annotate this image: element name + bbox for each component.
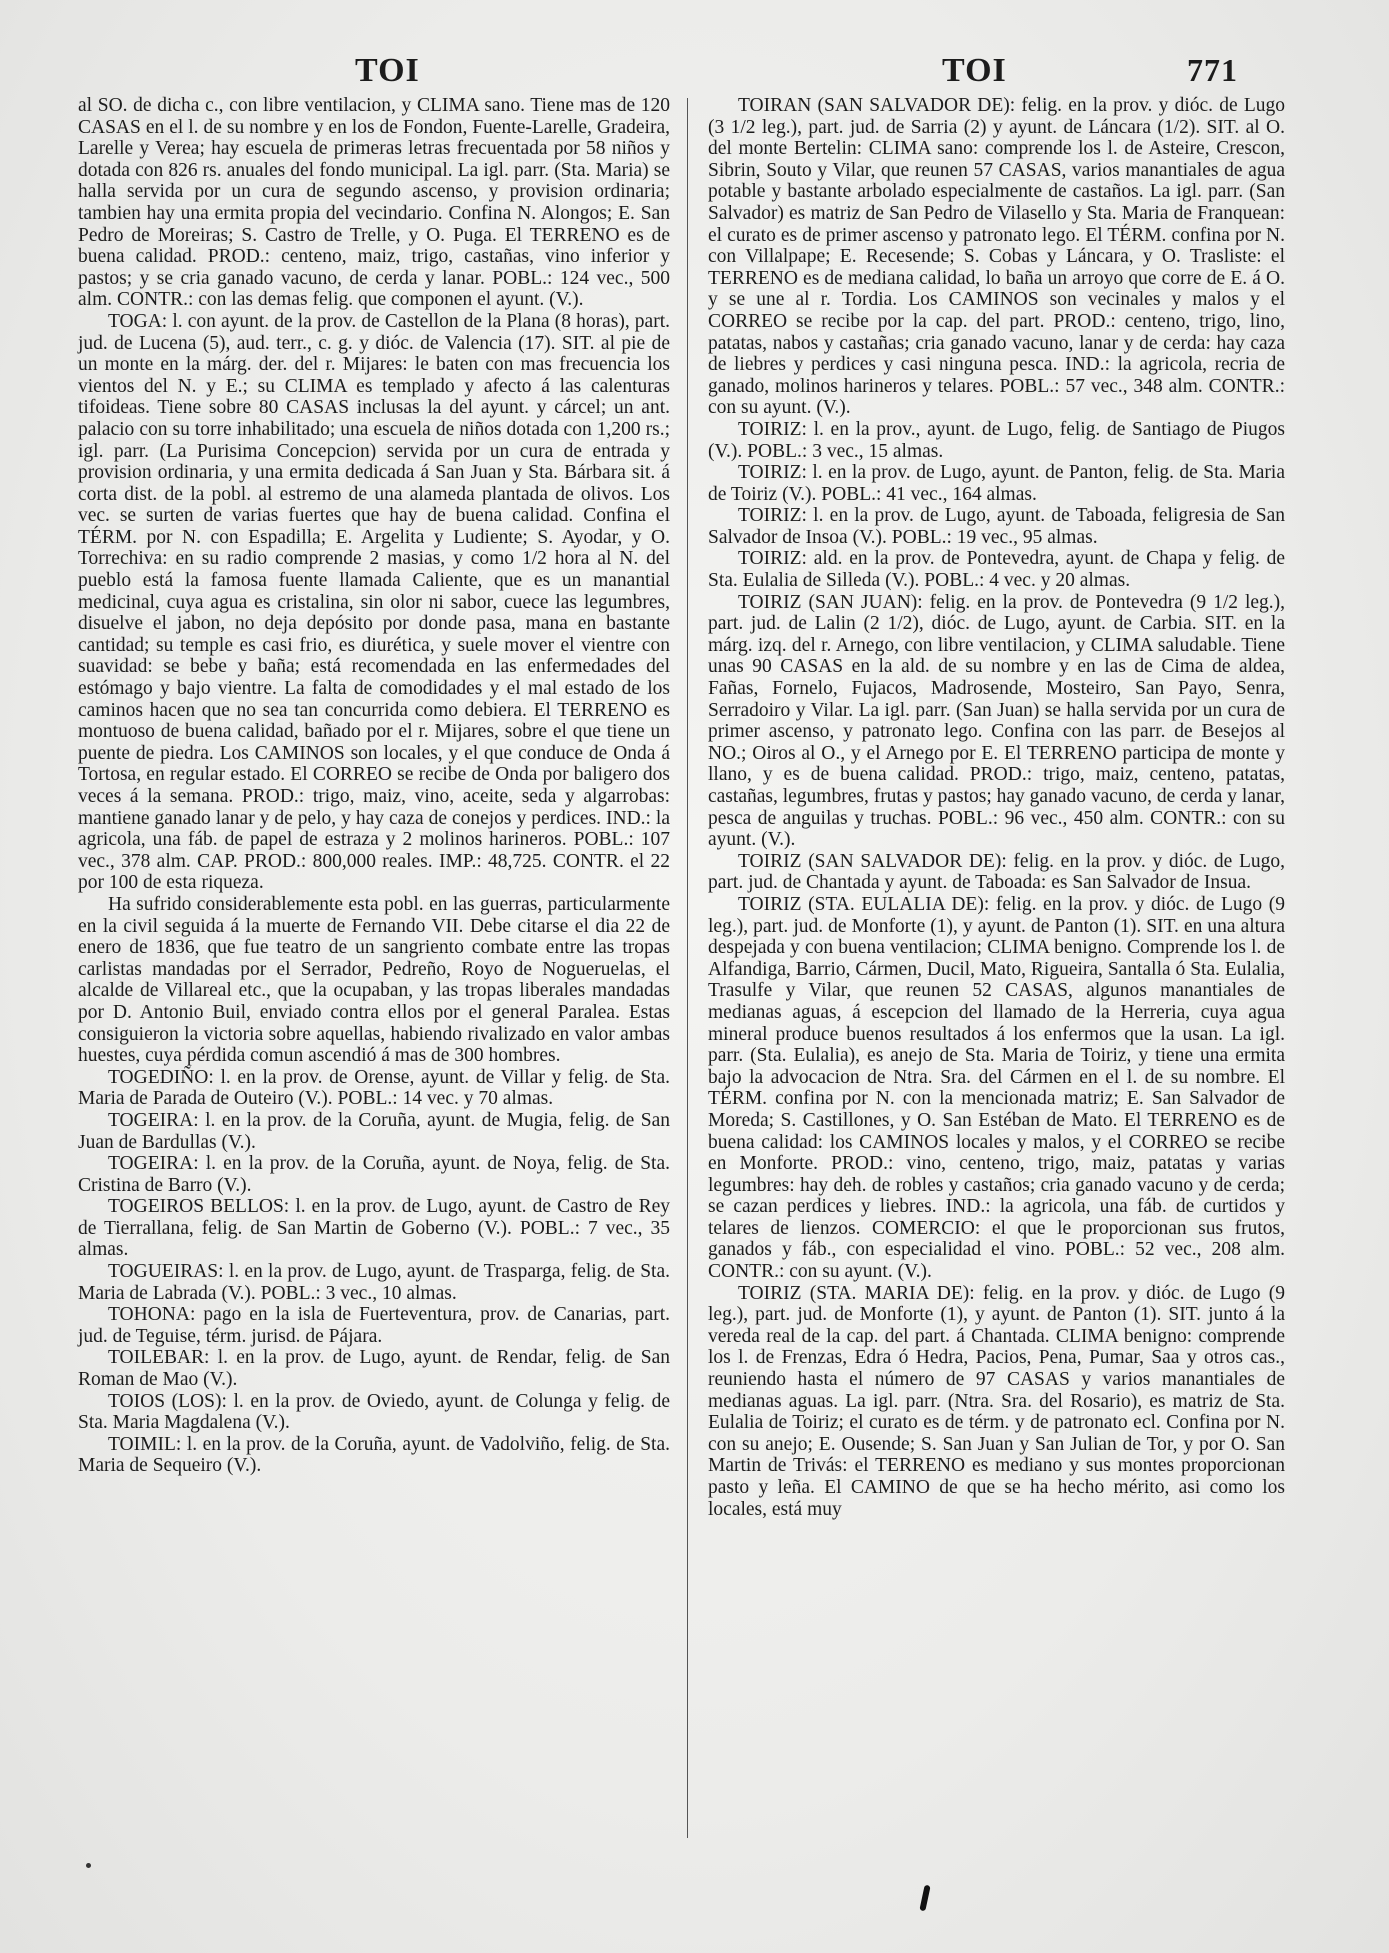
entry (708, 592, 1285, 851)
entry (78, 95, 670, 311)
entry-head: TOGUEIRAS: (108, 1261, 224, 1283)
entry-text: l. en la prov. de Lugo, ayunt. de Rendar, felig. de San Roman de Mao (V.). (78, 1347, 671, 1391)
entry (78, 1304, 670, 1347)
entry-head: TOIRAN (SAN SALVADOR DE): (738, 95, 1016, 116)
entry-text: al SO. de dicha c., con libre ventilacion, y CLIMA sano. Tiene mas de 120 CASAS en el l. de su nombre y en los de Fondon, Fuente-Larelle, Gradeira, Larelle y Verea; hay escuela de primeras letras frecuentada por 58 niños y dotada con 826 rs. anuales del fondo municipal. La igl. parr. (Sta. Maria) se halla servida por un cura de segundo ascenso, y provision ordinaria; tambien hay una ermita propia del vecindario. Confina N. Alongos; E. San Pedro de Moreiras; S. Castro de Trelle, y O. Puga. El TERRENO es de buena calidad. PROD.: centeno, maiz, trigo, castañas, vino inferior y pastos; y se cria ganado vacuno, de cerda y lanar. POBL.: 124 vec., 500 alm. CONTR.: con las demas felig. que componen el ayunt. (V.). (78, 95, 670, 311)
entry-text: l. con ayunt. de la prov. de Castellon de la Plana (8 horas), part. jud. de Lucena (5), aud. terr., c. g. y dióc. de Valencia (17). SIT. al pie de un monte en la márg. der. del r. Mijares: le baten con mas frecuencia los vientos del N. y E.; su CLIMA es templado y afecto á las calenturas tifoideas. Tiene sobre 80 CASAS inclusas la del ayunt. y cárcel; un ant. palacio con su torre inhabilitado; una escuela de niños dotada con 1,200 rs.; igl. parr. (La Purisima Concepcion) servida por un cura de entrada y provision ordinaria, y una ermita dedicada á San Juan y Sta. Bárbara sit. á corta dist. de la pobl. al estremo de una alameda plantada de olivos. Los vec. se surten de varias fuertes que hay de buena calidad. Confina el TÉRM. por N. con Espadilla; E. Argelita y Ludiente; S. Ayodar, y O. Torrechiva: en su radio comprende 2 masias, y como 1/2 hora al N. del pueblo está la famosa fuente llamada Caliente, que es un manantial medicinal, cuya agua es cristalina, sin olor ni sabor, cuece las legumbres, disuelve el jabon, no deja depósito por donde pasa, mana en bastante cantidad; su temple es casi frio, es diurética, y suele mover el vientre con suavidad: se bebe y baña; está recomendada en las enfermedades del estómago y bajo vientre. La falta de comodidades y el mal estado de los caminos hacen que no sea tan concurrida como debiera. El TERRENO es montuoso de buena calidad, bañado por el r. Mijares, sobre el que tiene un puente de piedra. Los CAMINOS son locales, y el que conduce de Onda á Tortosa, en regular estado. El CORREO se recibe de Onda por baligero dos veces á la semana. PROD.: trigo, maiz, vino, aceite, seda y algarrobas: mantiene ganado lanar y de pelo, y hay caza de conejos y perdices. IND.: la agricola, una fáb. de papel de estraza y 2 molinos harineros. POBL.: 107 vec., 378 alm. CAP. PROD.: 800,000 reales. IMP.: 48,725. CONTR. el 22 por 100 de esta riqueza. (78, 310, 671, 894)
entry-text: felig. en la prov. de Pontevedra (9 1/2 leg.), part. jud. de Lalin (2 1/2), dióc. de Lugo, ayunt. de Carbia. SIT. en la márg. izq. del r. Arnego, con libre ventilacion, y CLIMA saludable. Tiene unas 90 CASAS en la ald. de su nombre y en las de Cima de aldea, Fañas, Fornelo, Fujacos, Madrosende, Mosteiro, San Payo, Senra, Serradoiro y Vilar. La igl. parr. (San Juan) se halla servida por un cura de primer ascenso, y patronato lego. Confina con las parr. de Besejos al NO.; Oiros al O., y el Arnego por E. El TERRENO participa de monte y llano, y es de buena calidad. PROD.: trigo, maiz, centeno, patatas, castañas, legumbres, frutas y pastos; hay ganado vacuno, de cerda y lanar, pesca de anguilas y truchas. POBL.: 96 vec., 450 alm. CONTR.: con su ayunt. (V.). (708, 591, 1286, 851)
entry-text: l. en la prov. de Orense, ayunt. de Villar y felig. de Sta. Maria de Parada de Outeiro (V.). POBL.: 14 vec. y 70 almas. (78, 1066, 671, 1110)
entry (78, 894, 670, 1067)
entry-text: felig. en la prov. y dióc. de Lugo (9 leg.), part. jud. de Monforte (1), y ayunt. de Panton (1). SIT. junto á la vereda real de la cap. del part. á Chantada. CLIMA benigno: comprende los l. de Frenzas, Edra ó Hedra, Pacios, Pena, Pumar, Saa y otros cas., reuniendo hasta el número de 97 CASAS y varios manantiales de medianas aguas. La igl. parr. (Ntra. Sra. del Rosario), es matriz de Sta. Eulalia de Toiriz; el curato es de térm. y de patronato ecl. Confina por N. con su anejo; E. Ousende; S. San Juan y San Julian de Tor, y por O. San Martin de Trivás: el TERRENO es mediano y sus montes proporcionan pasto y leña. El CAMINO de que se ha hecho mérito, asi como los locales, está muy (708, 1282, 1285, 1520)
entry-text: l. en la prov. de la Coruña, ayunt. de Mugia, felig. de San Juan de Bardullas (V.). (78, 1109, 670, 1153)
entry-text: felig. en la prov. y dióc. de Lugo, part. jud. de Chantada y ayunt. de Taboada: es San Salvador de Insua. (708, 850, 1286, 894)
entry-head: TOGEIRA: (108, 1109, 199, 1131)
entry (708, 505, 1285, 548)
entry (708, 462, 1285, 505)
entry (78, 311, 670, 894)
entry-head: TOIRIZ (SAN SALVADOR DE): (738, 850, 1007, 872)
entry (78, 1434, 670, 1477)
entry-head: TOILEBAR: (108, 1347, 210, 1369)
entry-head: TOIRIZ: (738, 548, 807, 570)
column-divider (687, 98, 688, 1838)
ink-speck (86, 1863, 91, 1868)
entry-text: Ha sufrido considerablemente esta pobl. en las guerras, particularmente en la civil seguida á la muerte de Fernando VII. Debe citarse el dia 22 de enero de 1836, que fue teatro de un sangriento combate entre las tropas carlistas mandadas por el Serrador, Pedreño, Royo de Nogueruelas, el alcalde de Villareal etc., que la ocupaban, y las tropas liberales mandadas por D. Antonio Buil, enviado contra ellos por el general Paralea. Estas consiguieron la victoria sobre aquellas, habiendo rivalizado en valor ambas huestes, cuya pérdida comun ascendió á mas de 300 hombres. (78, 893, 670, 1067)
entry-head: TOIMIL: (108, 1433, 182, 1455)
entry-text: l. en la prov. de Lugo, ayunt. de Traspargа, felig. de Sta. Maria de Labrada (V.). POBL.: 3 vec., 10 almas. (78, 1261, 671, 1304)
entry (708, 1283, 1285, 1521)
entry-text: felig. en la prov. y dióc. de Lugo (9 leg.), part. jud. de Monforte (1), y ayunt. de Panton (1). SIT. en una altura despejada y con buena ventilacion; CLIMA benigno. Comprende los l. de Alfandiga, Barrio, Cármen, Ducil, Mato, Rigueira, Santalla ó Sta. Eulalia, Trasulfe y Vilar, que reunen 52 CASAS, algunos manantiales de medianas aguas, á escepcion del llamado de la Herreria, cuya agua mineral produce buenos resultados á los enfermos que la usan. La igl. parr. (Sta. Eulalia), es anejo de Sta. Maria de Toiriz, y tiene una ermita bajo la advocacion de Ntra. Sra. del Cármen en el l. de su nombre. El TÉRM. confina por N. con la mencionada matriz; E. San Salvador de Moreda; S. Castillones, y O. San Estéban de Mato. El TERRENO es de buena calidad: los CAMINOS locales y malos, y el CORREO se recibe en Monforte. PROD.: vino, centeno, trigo, maiz, patatas y varias legumbres: hay deh. de robles y castaños; cria ganado vacuno y de cerda; se cazan perdices y liebres. IND.: la agricola, una fáb. de curtidos y telares de lienzos. COMERCIO: el que le proporcionan sus frutos, ganados y fáb., con especialidad el vino. POBL.: 52 vec., 208 alm. CONTR.: con su ayunt. (V.). (708, 893, 1286, 1283)
entry-text: l. en la prov. de Oviedo, ayunt. de Colunga y felig. de Sta. Maria Magdalena (V.). (78, 1390, 671, 1434)
entry-head: TOIRIZ: (738, 505, 807, 527)
entry (78, 1196, 670, 1261)
entry (708, 851, 1285, 894)
entry (78, 1153, 670, 1196)
entry (708, 894, 1285, 1283)
entry (78, 1391, 670, 1434)
entry-head: TOGEDIÑO: (108, 1066, 214, 1088)
running-head-right: TOI (942, 52, 1007, 89)
page-number: 771 (1187, 52, 1238, 88)
entry-text: l. en la prov. de Lugo, ayunt. de Castro de Rey de Tierrallana, felig. de San Martin de Goberno (V.). POBL.: 7 vec., 35 almas. (78, 1196, 670, 1261)
entry-head: TOGEIRA: (108, 1153, 199, 1175)
entry-text: l. en la prov. de Lugo, ayunt. de Taboada, feligresia de San Salvador de Insoa (V.). POBL.: 19 vec., 95 almas. (708, 505, 1286, 548)
ink-blot (919, 1885, 930, 1912)
entry-text: l. en la prov. de la Coruña, ayunt. de Noya, felig. de Sta. Cristina de Barro (V.). (78, 1153, 671, 1196)
entry-head: TOIOS (LOS): (108, 1390, 227, 1412)
entry-head: TOIRIZ (STA. MARIA DE): (738, 1282, 975, 1304)
entry (708, 95, 1285, 419)
running-head-left: TOI (355, 52, 420, 89)
entry-text: ald. en la prov. de Pontevedra, ayunt. de Chapa y felig. de Sta. Eulalia de Silleda (V.). POBL.: 4 vec. y 20 almas. (708, 548, 1285, 592)
entry (708, 548, 1285, 591)
entry-head: TOHONA: (108, 1304, 196, 1326)
entry-text: felig. en la prov. y dióc. de Lugo (3 1/2 leg.), part. jud. de Sarria (2) y ayunt. de Láncara (1/2). SIT. al O. del monte Bertelin: CLIMA sano: comprende los l. de Asteire, Crescon, Sibrin, Souto y Vilar, que reunen 57 CASAS, varios manantiales de agua potable y bastante arbolado especialmente de castaños. La igl. parr. (San Salvador) es matriz de San Pedro de Vilasello y Sta. Maria de Franquean: el curato es de primer ascenso y patronato lego. El TÉRM. confina por N. con Villalpape; E. Recesende; S. Cobas y Láncara, y O. Trasliste: el TERRENO es de mediana calidad, lo baña un arroyo que corre de E. á O. y se une al r. Tordia. Los CAMINOS son vecinales y malos y el CORREO se recibe por la cap. del part. PROD.: centeno, trigo, lino, patatas, nabos y castañas; cria ganado vacuno, lanar y de cerda: hay caza de liebres y perdices y casi ninguna pesca. IND.: la agricola, recria de ganado, molinos harineros y telares. POBL.: 57 vec., 348 alm. CONTR.: con su ayunt. (V.). (708, 95, 1285, 419)
left-column (78, 95, 670, 1477)
entry-head: TOGEIROS BELLOS: (108, 1196, 290, 1218)
entry (78, 1347, 670, 1390)
right-column (708, 95, 1285, 1520)
entry-text: l. en la prov. de la Coruña, ayunt. de Vadolviño, felig. de Sta. Maria de Sequeiro (V.). (78, 1433, 671, 1477)
entry-head: TOGA: (108, 310, 168, 332)
entry-text: l. en la prov. de Lugo, ayunt. de Panton, felig. de Sta. Maria de Toiriz (V.). POBL.: 41 vec., 164 almas. (708, 462, 1286, 505)
entry-text: pago en la isla de Fuerteventura, prov. de Canarias, part. jud. de Teguise, térm. jurisd. de Pájara. (78, 1304, 670, 1347)
entry (708, 419, 1285, 462)
entry (78, 1261, 670, 1304)
entry (78, 1110, 670, 1153)
entry-head: TOIRIZ (STA. EULALIA DE): (738, 893, 990, 915)
entry-text: l. en la prov., ayunt. de Lugo, felig. de Santiago de Piugos (V.). POBL.: 3 vec., 15 almas. (708, 418, 1285, 462)
entry-head: TOIRIZ (SAN JUAN): (738, 591, 923, 613)
entry (78, 1067, 670, 1110)
entry-head: TOIRIZ: (738, 418, 807, 440)
entry-head: TOIRIZ: (738, 462, 807, 484)
